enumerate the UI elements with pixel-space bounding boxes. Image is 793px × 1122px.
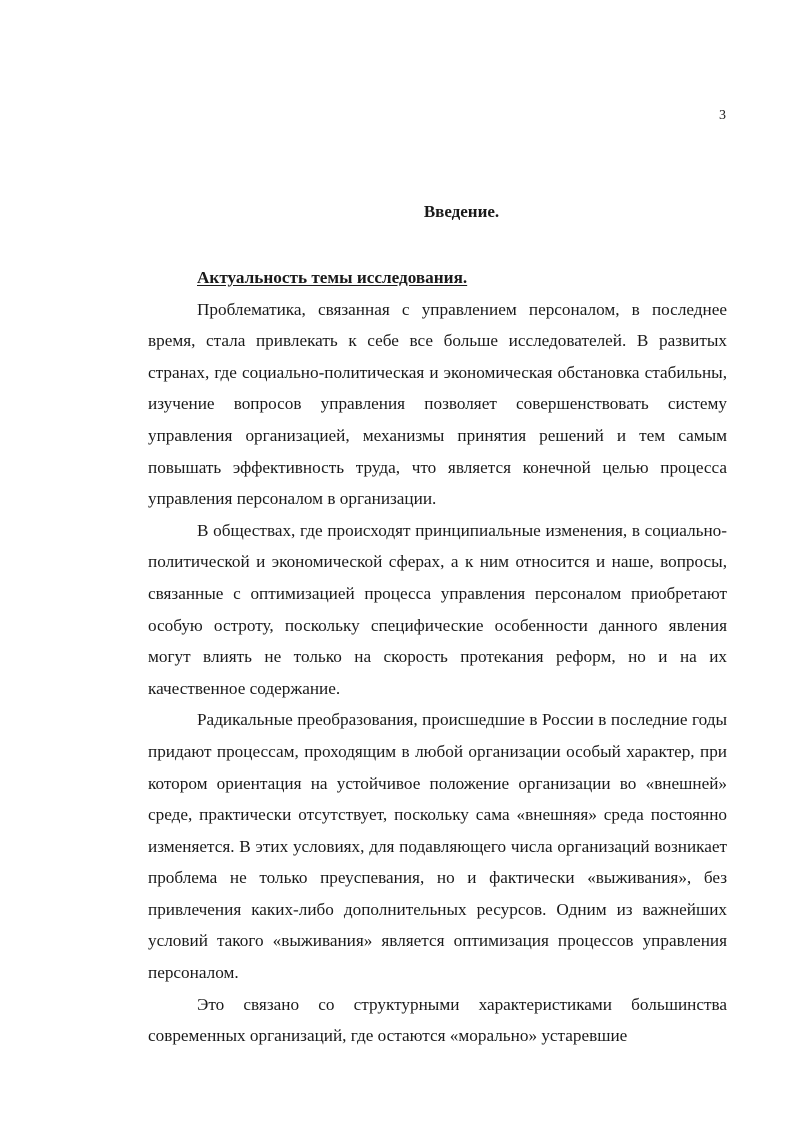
section-heading: Актуальность темы исследования. [197, 268, 468, 287]
paragraph: Это связано со структурными характеристиками большинства современных организаций, где остаются «морально» устаревшие [148, 994, 727, 1046]
paragraph: Проблематика, связанная с управлением персоналом, в последнее время, стала привлекать к себе все больше исследователей. В развитых странах, где социально-политическая и экономическая обстановка стабильны, изучение вопросов управления позволяет совершенствовать систему управления организацией, механизмы принятия решений и тем самым повышать эффективность труда, что является конечной целью процесса управления персоналом в организации. [148, 299, 727, 509]
document-body [148, 262, 727, 1052]
chapter-title: Введение. [423, 202, 500, 221]
paragraph: В обществах, где происходят принципиальные изменения, в социально-политической и экономической сферах, а к ним относится и наше, вопросы, связанные с оптимизацией процесса управления персоналом приобретают особую остроту, поскольку специфические особенности данного явления могут влиять не только на скорость протекания реформ, но и на их качественное содержание. [148, 520, 727, 698]
page-number: 3 [719, 108, 726, 123]
paragraph: Радикальные преобразования, происшедшие в России в последние годы придают процессам, проходящим в любой организации особый характер, при котором ориентация на устойчивое положение организации во «внешней» среде, практически отсутствует, поскольку сама «внешняя» среда постоянно изменяется. В этих условиях, для подавляющего числа организаций возникает проблема не только преуспевания, но и фактически «выживания», без привлечения каких-либо дополнительных ресурсов. Одним из важнейших условий такого «выживания» является оптимизация процессов управления персоналом. [148, 710, 727, 983]
